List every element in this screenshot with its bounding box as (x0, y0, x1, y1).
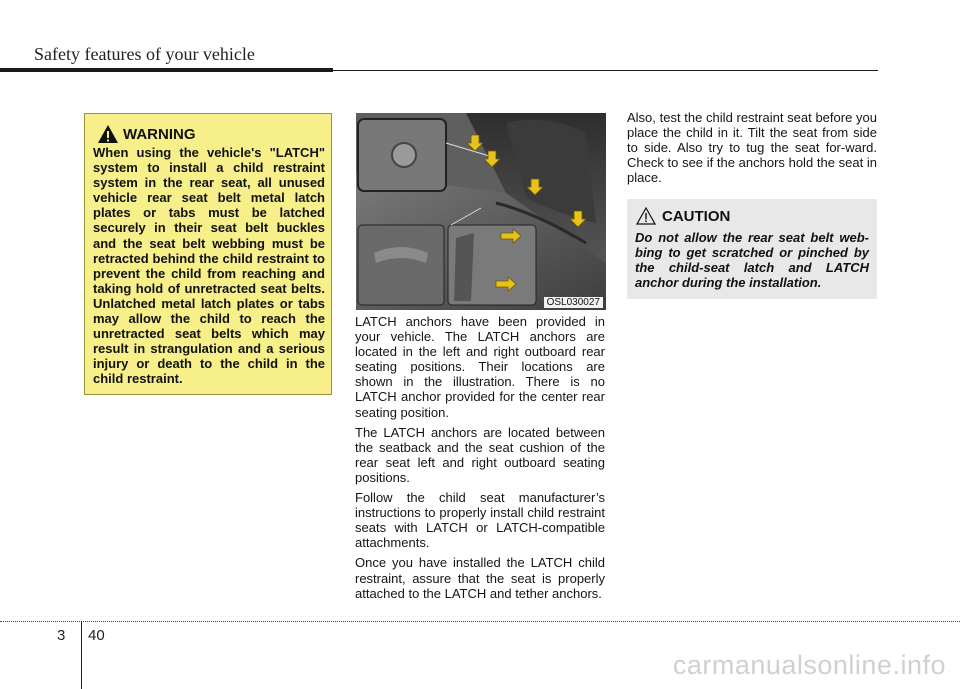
footer-rule (0, 621, 960, 622)
warning-triangle-icon (97, 124, 119, 144)
footer-divider (81, 621, 82, 689)
body-paragraph-1: LATCH anchors have been provided in your vehicle. The LATCH anchors are located in the left and right outboard rear seating positions. Their locations are shown in the illustration. There is no LATCH anchor provided for the center rear seating position. (355, 314, 605, 420)
body-column-right (627, 110, 877, 185)
latch-anchor-illustration (356, 113, 606, 310)
warning-text: When using the vehicle's "LATCH" system to install a child restraint system in the rear seat, all unused vehicle rear seat belt metal latch plates or tabs must be latched securely in their seat belt buckles and the seat belt webbing must be retracted behind the child restraint to prevent the child from reaching and taking hold of unretracted seat belts. Unlatched metal latch plates or tabs may allow the child to reach the unretracted seat belts which may result in strangulation and a serious injury or death to the child in the child restraint. (93, 145, 325, 387)
warning-title: WARNING (123, 125, 196, 143)
caution-text: Do not allow the rear seat belt web-bing to get scratched or pinched by the child-seat latch and LATCH anchor during the installation. (635, 230, 869, 291)
body-paragraph-4: Once you have installed the LATCH child restraint, assure that the seat is properly attached to the LATCH and tether anchors. (355, 555, 605, 601)
warning-heading (97, 124, 196, 144)
page-chapter: 3 (57, 627, 66, 644)
caution-triangle-icon (636, 207, 656, 225)
caution-heading (636, 207, 730, 225)
watermark-text: carmanualsonline.info (672, 650, 946, 680)
body-column-middle (355, 314, 605, 606)
body-paragraph-3: Follow the child seat manufacturer’s instructions to properly install child restraint seats with LATCH or LATCH-compatible attachments. (355, 490, 605, 551)
body-paragraph-5: Also, test the child restraint seat before you place the child in it. Tilt the seat from side to side. Also try to tug the seat for-ward. Check to see if the anchors hold the seat in place. (627, 110, 877, 186)
warning-box (84, 113, 332, 395)
body-paragraph-2: The LATCH anchors are located between the seatback and the seat cushion of the rear seat left and right outboard seating positions. (355, 424, 605, 485)
page-header-title: Safety features of your vehicle (34, 44, 255, 64)
caution-box (627, 199, 877, 299)
page-number: 40 (88, 627, 105, 644)
caution-title: CAUTION (662, 207, 731, 225)
header-rule-thick (0, 68, 333, 72)
seat-illustration-image (356, 113, 606, 310)
figure-code: OSL030027 (544, 297, 603, 308)
header-rule-thin (333, 70, 878, 71)
